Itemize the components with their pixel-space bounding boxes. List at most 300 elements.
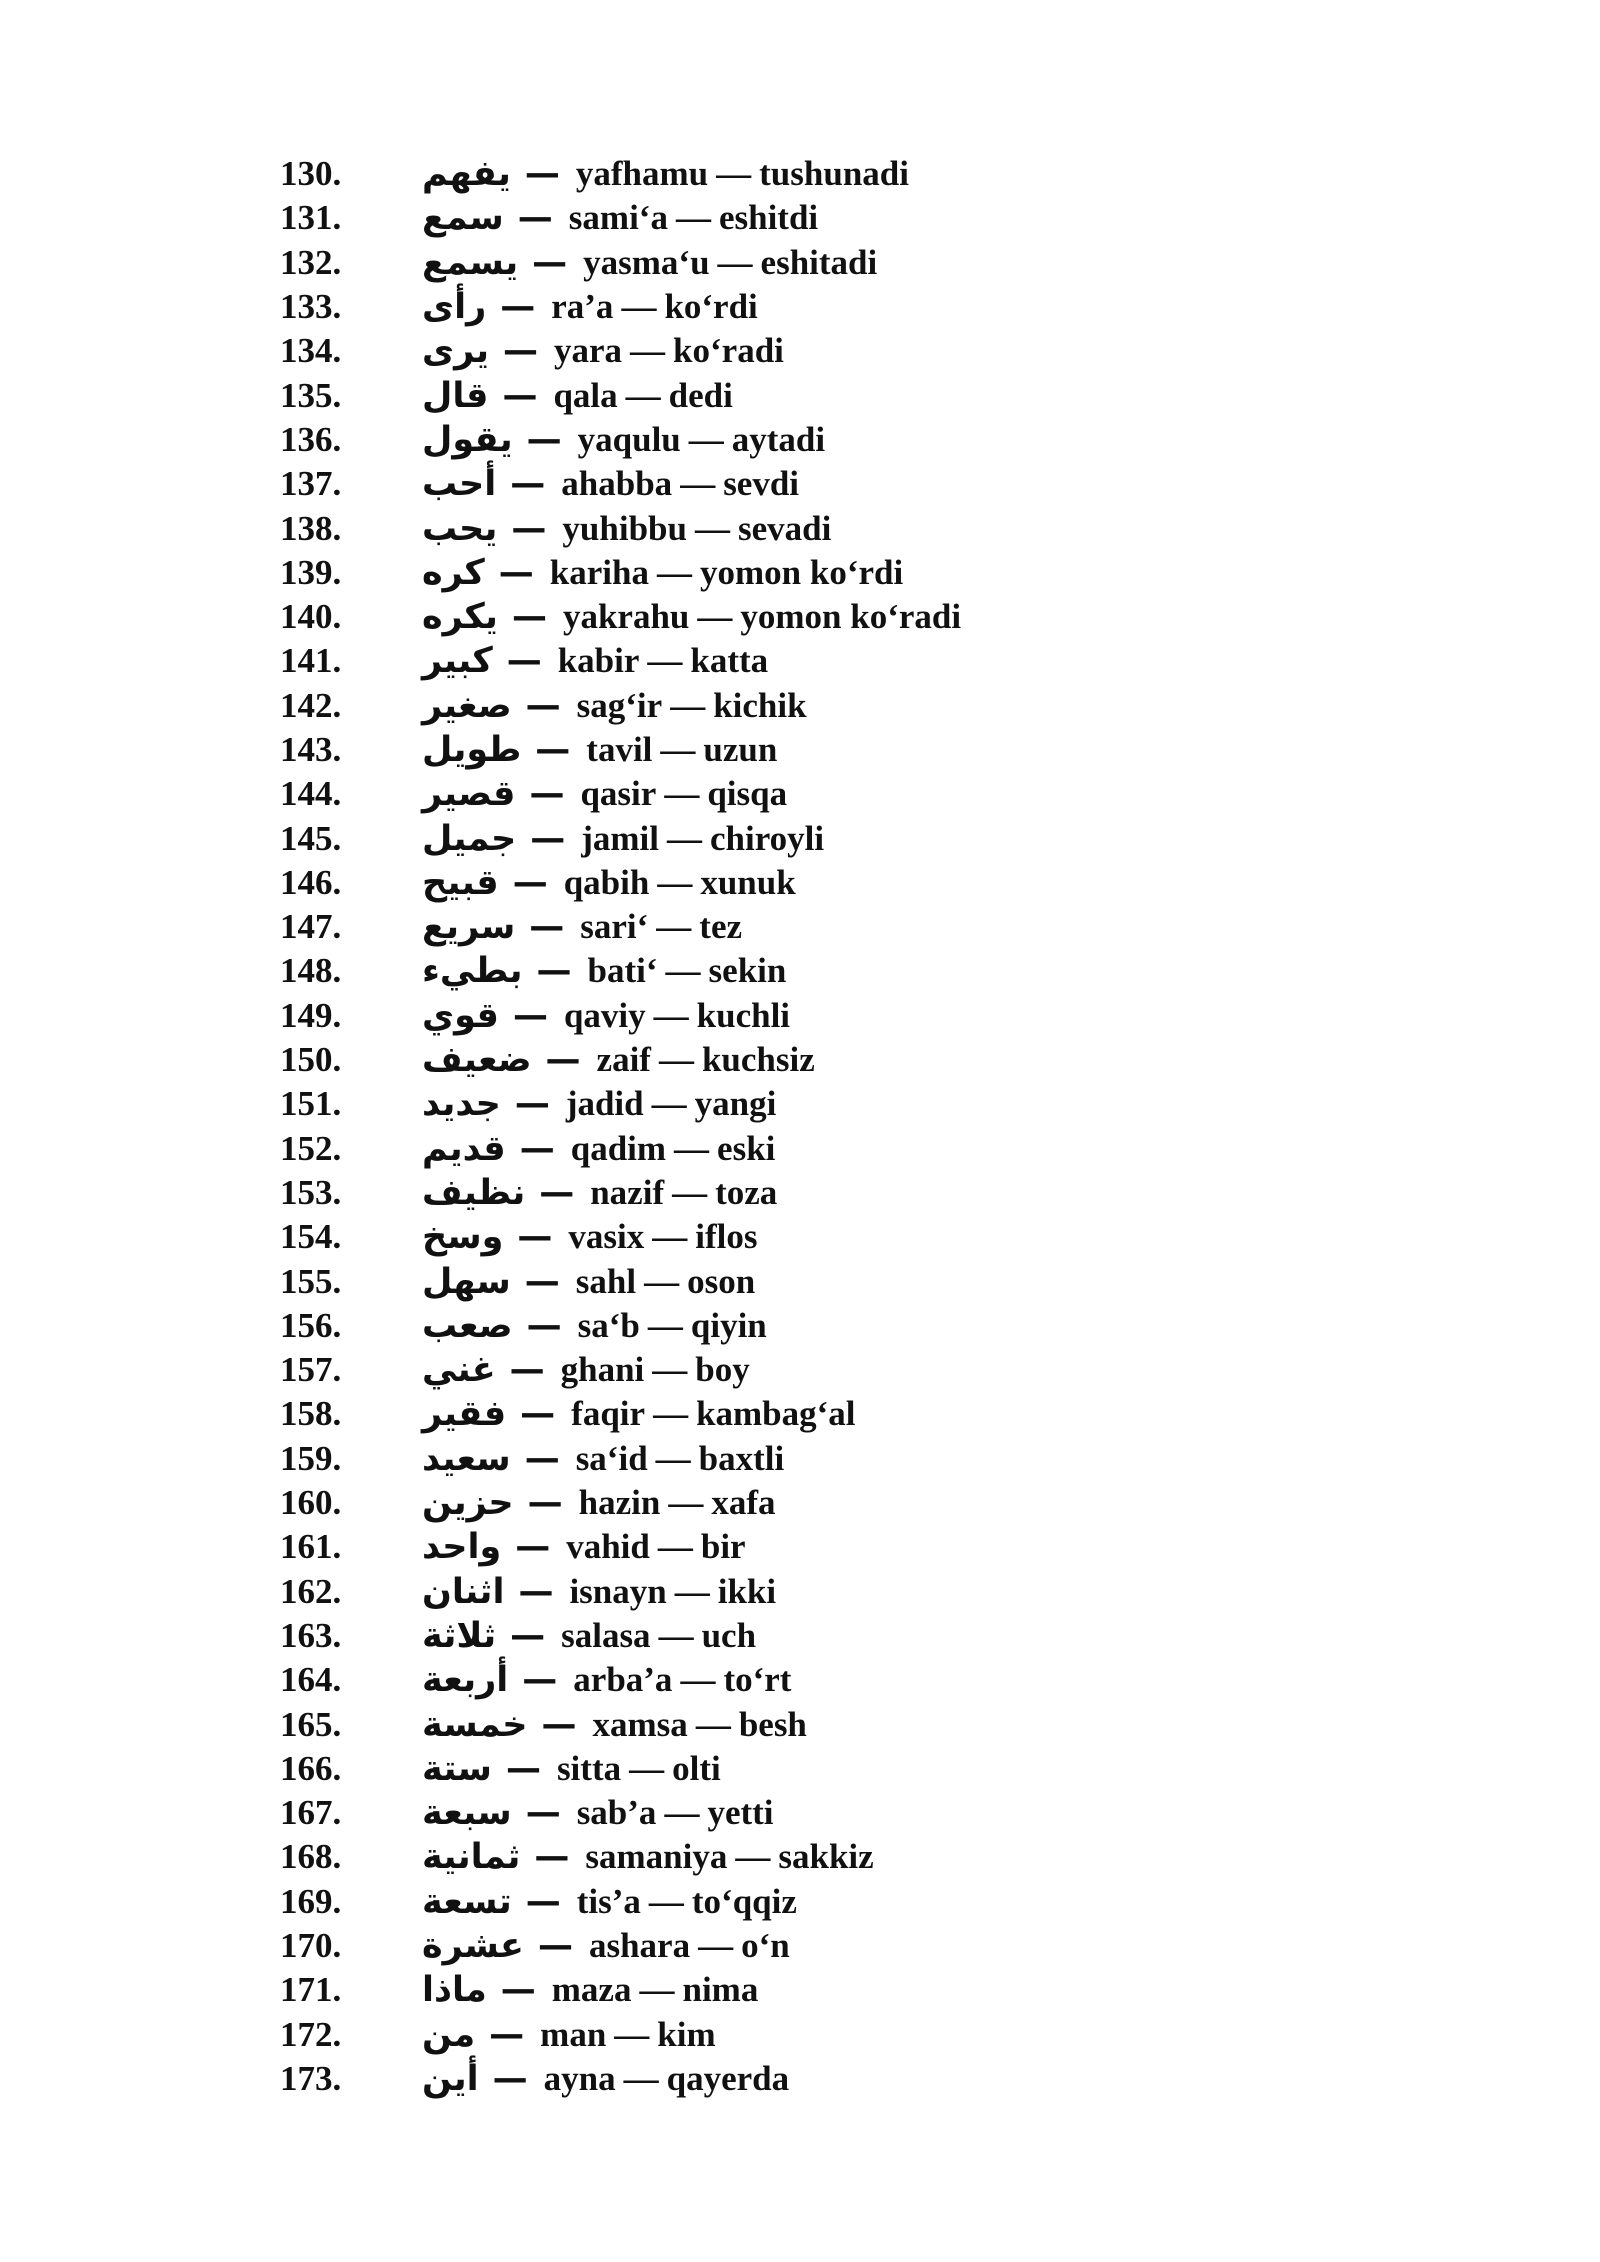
entry-number: 167. bbox=[280, 1793, 342, 1833]
entry-number: 132. bbox=[280, 242, 342, 282]
transliteration: yuhibbu bbox=[562, 508, 687, 548]
entry-number: 165. bbox=[280, 1704, 342, 1744]
vocab-entry bbox=[280, 1525, 1380, 1569]
separator-dash: — bbox=[492, 2058, 528, 2099]
uzbek-meaning: to‘qqiz bbox=[691, 1881, 797, 1921]
separator-dash: — bbox=[629, 1748, 665, 1788]
vocab-entry bbox=[280, 1747, 1380, 1791]
transliteration: xamsa bbox=[592, 1704, 688, 1744]
uzbek-meaning: toza bbox=[715, 1172, 778, 1212]
separator-dash: — bbox=[524, 1438, 560, 1479]
separator-dash: — bbox=[653, 995, 689, 1035]
separator-dash: — bbox=[506, 641, 542, 682]
transliteration: faqir bbox=[571, 1394, 646, 1434]
separator-dash: — bbox=[510, 1615, 546, 1656]
transliteration: vahid bbox=[566, 1527, 650, 1567]
transliteration: yakrahu bbox=[562, 597, 690, 637]
arabic-word: ضعيف bbox=[422, 1040, 532, 1081]
separator-dash: — bbox=[656, 907, 692, 947]
transliteration: bati‘ bbox=[587, 951, 658, 991]
separator-dash: — bbox=[735, 1837, 771, 1877]
entry-number: 136. bbox=[280, 419, 342, 459]
transliteration: ashara bbox=[588, 1926, 691, 1966]
uzbek-meaning: xunuk bbox=[700, 862, 796, 902]
separator-dash: — bbox=[525, 1793, 561, 1834]
vocab-entry bbox=[280, 816, 1380, 860]
arabic-word: طويل bbox=[422, 730, 522, 770]
separator-dash: — bbox=[539, 1172, 575, 1213]
arabic-word: وسخ bbox=[422, 1217, 504, 1258]
uzbek-meaning: qiyin bbox=[690, 1305, 767, 1345]
arabic-word: سعيد bbox=[422, 1438, 511, 1479]
separator-dash: — bbox=[668, 1483, 704, 1523]
entry-number: 149. bbox=[280, 995, 342, 1035]
separator-dash: — bbox=[680, 1660, 716, 1700]
vocab-entry bbox=[280, 1392, 1380, 1436]
separator-dash: — bbox=[525, 685, 561, 726]
separator-dash: — bbox=[536, 951, 572, 992]
arabic-word: ماذا bbox=[422, 1970, 487, 2011]
separator-dash: — bbox=[525, 1881, 561, 1922]
separator-dash: — bbox=[648, 1881, 684, 1921]
entry-number: 163. bbox=[280, 1615, 342, 1655]
transliteration: sab’a bbox=[576, 1793, 657, 1833]
uzbek-meaning: besh bbox=[738, 1704, 807, 1744]
vocab-entry bbox=[280, 684, 1380, 728]
arabic-word: يقول bbox=[422, 419, 513, 460]
uzbek-meaning: aytadi bbox=[731, 419, 826, 459]
separator-dash: — bbox=[534, 1837, 570, 1878]
separator-dash: — bbox=[717, 242, 753, 282]
separator-dash: — bbox=[529, 774, 565, 815]
uzbek-meaning: xafa bbox=[711, 1483, 776, 1523]
separator-dash: — bbox=[716, 154, 752, 194]
vocab-entry bbox=[280, 1127, 1380, 1171]
vocab-entry bbox=[280, 1614, 1380, 1658]
arabic-word: اثنان bbox=[422, 1571, 505, 1612]
arabic-word: صعب bbox=[422, 1305, 513, 1346]
vocab-entry bbox=[280, 861, 1380, 905]
vocab-entry bbox=[280, 2012, 1380, 2056]
entry-number: 172. bbox=[280, 2014, 342, 2054]
arabic-word: قوي bbox=[422, 995, 499, 1036]
separator-dash: — bbox=[518, 1571, 554, 1612]
arabic-word: سبعة bbox=[422, 1793, 512, 1834]
entry-number: 152. bbox=[280, 1128, 342, 1168]
transliteration: sa‘id bbox=[575, 1438, 648, 1478]
uzbek-meaning: iflos bbox=[695, 1217, 758, 1257]
transliteration: qala bbox=[553, 375, 618, 415]
arabic-word: يحب bbox=[422, 508, 498, 549]
transliteration: jadid bbox=[565, 1084, 644, 1124]
arabic-word: ثمانية bbox=[422, 1837, 521, 1878]
entry-number: 161. bbox=[280, 1527, 342, 1567]
separator-dash: — bbox=[630, 331, 666, 371]
arabic-word: فقير bbox=[422, 1394, 507, 1435]
separator-dash: — bbox=[657, 1527, 693, 1567]
uzbek-meaning: eski bbox=[717, 1128, 776, 1168]
vocabulary-list bbox=[280, 152, 1380, 2101]
entry-number: 157. bbox=[280, 1350, 342, 1390]
separator-dash: — bbox=[502, 375, 538, 416]
entry-number: 140. bbox=[280, 597, 342, 637]
arabic-word: خمسة bbox=[422, 1704, 528, 1745]
entry-number: 158. bbox=[280, 1394, 342, 1434]
uzbek-meaning: kuchsiz bbox=[701, 1040, 815, 1080]
separator-dash: — bbox=[698, 1926, 734, 1966]
entry-number: 143. bbox=[280, 730, 342, 769]
entry-number: 156. bbox=[280, 1305, 342, 1345]
separator-dash: — bbox=[524, 154, 560, 195]
vocab-entry bbox=[280, 639, 1380, 683]
uzbek-meaning: uzun bbox=[703, 730, 778, 769]
vocab-entry bbox=[280, 1658, 1380, 1702]
uzbek-meaning: yomon ko‘rdi bbox=[700, 552, 904, 592]
arabic-word: يرى bbox=[422, 331, 489, 372]
separator-dash: — bbox=[652, 1350, 688, 1390]
vocab-entry bbox=[280, 1570, 1380, 1614]
entry-number: 168. bbox=[280, 1837, 342, 1877]
arabic-word: تسعة bbox=[422, 1881, 512, 1922]
uzbek-meaning: katta bbox=[690, 641, 769, 681]
transliteration: sag‘ir bbox=[576, 685, 663, 725]
vocab-entry bbox=[280, 152, 1380, 196]
arabic-word: ثلاثة bbox=[422, 1615, 497, 1656]
vocab-entry bbox=[280, 1259, 1380, 1303]
arabic-word: حزين bbox=[422, 1483, 514, 1524]
arabic-word: بطيء bbox=[422, 951, 523, 992]
entry-number: 142. bbox=[280, 685, 342, 725]
uzbek-meaning: ikki bbox=[717, 1571, 777, 1611]
uzbek-meaning: kuchli bbox=[696, 995, 791, 1035]
uzbek-meaning: yangi bbox=[694, 1084, 777, 1124]
uzbek-meaning: kim bbox=[657, 2014, 716, 2054]
entry-number: 145. bbox=[280, 818, 342, 858]
separator-dash: — bbox=[658, 1040, 694, 1080]
separator-dash: — bbox=[621, 287, 657, 327]
uzbek-meaning: sekin bbox=[708, 951, 787, 991]
transliteration: sitta bbox=[556, 1748, 622, 1788]
entry-number: 138. bbox=[280, 508, 342, 548]
uzbek-meaning: qisqa bbox=[707, 774, 788, 814]
transliteration: yaqulu bbox=[577, 419, 681, 459]
uzbek-meaning: baxtli bbox=[698, 1438, 785, 1478]
arabic-word: قديم bbox=[422, 1128, 506, 1169]
entry-number: 164. bbox=[280, 1660, 342, 1700]
vocab-entry bbox=[280, 2057, 1380, 2101]
vocab-entry bbox=[280, 329, 1380, 373]
separator-dash: — bbox=[652, 1217, 688, 1257]
separator-dash: — bbox=[524, 1261, 560, 1302]
transliteration: ayna bbox=[543, 2058, 616, 2098]
separator-dash: — bbox=[651, 1084, 687, 1124]
separator-dash: — bbox=[511, 597, 547, 638]
vocab-entry bbox=[280, 1304, 1380, 1348]
vocab-entry bbox=[280, 506, 1380, 550]
vocab-entry bbox=[280, 949, 1380, 993]
separator-dash: — bbox=[672, 1172, 708, 1212]
uzbek-meaning: kambag‘al bbox=[696, 1394, 856, 1434]
uzbek-meaning: to‘rt bbox=[723, 1660, 792, 1700]
separator-dash: — bbox=[680, 464, 716, 504]
vocab-entry bbox=[280, 994, 1380, 1038]
separator-dash: — bbox=[670, 685, 706, 725]
vocab-entry bbox=[280, 1924, 1380, 1968]
uzbek-meaning: o‘n bbox=[741, 1926, 790, 1966]
transliteration: kariha bbox=[549, 552, 649, 592]
vocab-entry bbox=[280, 1215, 1380, 1259]
separator-dash: — bbox=[658, 1615, 694, 1655]
separator-dash: — bbox=[697, 597, 733, 637]
entry-number: 160. bbox=[280, 1483, 342, 1523]
separator-dash: — bbox=[517, 1217, 553, 1258]
separator-dash: — bbox=[625, 375, 661, 415]
uzbek-meaning: bir bbox=[700, 1527, 746, 1567]
separator-dash: — bbox=[545, 1040, 581, 1081]
arabic-word: صغير bbox=[422, 685, 512, 726]
transliteration: maza bbox=[551, 1970, 632, 2010]
separator-dash: — bbox=[500, 1970, 536, 2011]
separator-dash: — bbox=[695, 1704, 731, 1744]
uzbek-meaning: tez bbox=[699, 907, 743, 947]
vocab-entry bbox=[280, 595, 1380, 639]
entry-number: 150. bbox=[280, 1040, 342, 1080]
vocab-entry bbox=[280, 551, 1380, 595]
vocab-entry bbox=[280, 1038, 1380, 1082]
vocab-entry bbox=[280, 1481, 1380, 1525]
transliteration: sahl bbox=[575, 1261, 637, 1301]
arabic-word: نظيف bbox=[422, 1172, 526, 1213]
separator-dash: — bbox=[655, 1438, 691, 1478]
entry-number: 147. bbox=[280, 907, 342, 947]
separator-dash: — bbox=[664, 774, 700, 814]
entry-number: 151. bbox=[280, 1084, 342, 1124]
separator-dash: — bbox=[644, 1261, 680, 1301]
uzbek-meaning: sakkiz bbox=[778, 1837, 874, 1877]
entry-number: 133. bbox=[280, 287, 342, 327]
uzbek-meaning: boy bbox=[695, 1350, 750, 1390]
arabic-word: يكره bbox=[422, 597, 498, 638]
uzbek-meaning: yomon ko‘radi bbox=[740, 597, 962, 637]
entry-number: 144. bbox=[280, 774, 342, 814]
entry-number: 137. bbox=[280, 464, 342, 504]
uzbek-meaning: eshitadi bbox=[760, 242, 878, 282]
arabic-word: سهل bbox=[422, 1261, 511, 1302]
vocab-entry bbox=[280, 1437, 1380, 1481]
separator-dash: — bbox=[535, 730, 571, 770]
transliteration: qabih bbox=[563, 862, 650, 902]
arabic-word: من bbox=[422, 2014, 476, 2055]
separator-dash: — bbox=[512, 862, 548, 903]
transliteration: ghani bbox=[560, 1350, 645, 1390]
transliteration: salasa bbox=[561, 1615, 651, 1655]
entry-number: 153. bbox=[280, 1172, 342, 1212]
transliteration: samaniya bbox=[585, 1837, 728, 1877]
uzbek-meaning: qayerda bbox=[666, 2058, 790, 2098]
transliteration: ra’a bbox=[551, 287, 614, 327]
vocab-entry bbox=[280, 241, 1380, 285]
separator-dash: — bbox=[653, 1394, 689, 1434]
separator-dash: — bbox=[503, 331, 538, 372]
separator-dash: — bbox=[660, 730, 696, 769]
transliteration: sami‘a bbox=[568, 198, 668, 238]
separator-dash: — bbox=[522, 1660, 558, 1701]
vocab-entry bbox=[280, 1791, 1380, 1835]
separator-dash: — bbox=[657, 552, 692, 592]
separator-dash: — bbox=[532, 242, 568, 283]
entry-number: 170. bbox=[280, 1926, 342, 1966]
entry-number: 135. bbox=[280, 375, 342, 415]
separator-dash: — bbox=[527, 1483, 563, 1524]
separator-dash: — bbox=[665, 951, 701, 991]
separator-dash: — bbox=[530, 818, 566, 859]
arabic-word: يسمع bbox=[422, 242, 519, 283]
separator-dash: — bbox=[526, 419, 562, 460]
transliteration: man bbox=[540, 2014, 607, 2054]
uzbek-meaning: chiroyli bbox=[709, 818, 825, 858]
separator-dash: — bbox=[510, 464, 546, 505]
arabic-word: رأى bbox=[422, 287, 487, 328]
entry-number: 139. bbox=[280, 552, 342, 592]
entry-number: 171. bbox=[280, 1970, 342, 2010]
arabic-word: غني bbox=[422, 1350, 496, 1391]
separator-dash: — bbox=[666, 818, 702, 858]
separator-dash: — bbox=[647, 1305, 683, 1345]
arabic-word: كبير bbox=[422, 641, 493, 682]
vocab-entry bbox=[280, 285, 1380, 329]
vocab-entry bbox=[280, 196, 1380, 240]
entry-number: 134. bbox=[280, 331, 342, 371]
entry-number: 141. bbox=[280, 641, 342, 681]
transliteration: nazif bbox=[590, 1172, 665, 1212]
transliteration: tavil bbox=[586, 730, 653, 769]
transliteration: yara bbox=[554, 331, 623, 371]
uzbek-meaning: nima bbox=[682, 1970, 759, 2010]
arabic-word: كره bbox=[422, 552, 485, 593]
transliteration: vasix bbox=[568, 1217, 645, 1257]
separator-dash: — bbox=[505, 1748, 541, 1789]
vocab-entry bbox=[280, 1968, 1380, 2012]
uzbek-meaning: oson bbox=[687, 1261, 756, 1301]
arabic-word: ستة bbox=[422, 1748, 492, 1789]
separator-dash: — bbox=[664, 1793, 700, 1833]
vocab-entry bbox=[280, 905, 1380, 949]
transliteration: sari‘ bbox=[580, 907, 649, 947]
separator-dash: — bbox=[500, 287, 536, 328]
separator-dash: — bbox=[541, 1704, 577, 1745]
arabic-word: واحد bbox=[422, 1527, 502, 1568]
separator-dash: — bbox=[688, 419, 724, 459]
uzbek-meaning: eshitdi bbox=[718, 198, 819, 238]
separator-dash: — bbox=[511, 508, 547, 549]
transliteration: tis’a bbox=[576, 1881, 641, 1921]
separator-dash: — bbox=[674, 1128, 710, 1168]
vocab-entry bbox=[280, 462, 1380, 506]
entry-number: 162. bbox=[280, 1571, 342, 1611]
arabic-word: قال bbox=[422, 375, 489, 416]
entry-number: 173. bbox=[280, 2058, 342, 2098]
arabic-word: أربعة bbox=[422, 1660, 509, 1701]
separator-dash: — bbox=[514, 1084, 550, 1125]
transliteration: qaviy bbox=[563, 995, 646, 1035]
separator-dash: — bbox=[526, 1305, 562, 1346]
arabic-word: قبيح bbox=[422, 862, 499, 903]
transliteration: arba’a bbox=[573, 1660, 673, 1700]
separator-dash: — bbox=[515, 1527, 551, 1568]
separator-dash: — bbox=[520, 1394, 556, 1435]
separator-dash: — bbox=[509, 1350, 545, 1391]
vocab-entry bbox=[280, 772, 1380, 816]
uzbek-meaning: sevadi bbox=[737, 508, 832, 548]
separator-dash: — bbox=[694, 508, 730, 548]
separator-dash: — bbox=[512, 995, 548, 1036]
separator-dash: — bbox=[498, 552, 534, 593]
entry-number: 131. bbox=[280, 198, 342, 238]
vocab-entry bbox=[280, 1702, 1380, 1746]
arabic-word: جديد bbox=[422, 1084, 501, 1125]
separator-dash: — bbox=[639, 1970, 675, 2010]
transliteration: kabir bbox=[557, 641, 640, 681]
vocab-entry bbox=[280, 418, 1380, 462]
separator-dash: — bbox=[537, 1926, 573, 1967]
separator-dash: — bbox=[657, 862, 693, 902]
separator-dash: — bbox=[674, 1571, 710, 1611]
transliteration: yasma‘u bbox=[583, 242, 710, 282]
entry-number: 169. bbox=[280, 1881, 342, 1921]
entry-number: 155. bbox=[280, 1261, 342, 1301]
entry-number: 166. bbox=[280, 1748, 342, 1788]
separator-dash: — bbox=[647, 641, 683, 681]
entry-number: 148. bbox=[280, 951, 342, 991]
arabic-word: سمع bbox=[422, 198, 504, 239]
arabic-word: يفهم bbox=[422, 154, 511, 195]
entry-number: 154. bbox=[280, 1217, 342, 1257]
arabic-word: أحب bbox=[422, 464, 497, 505]
transliteration: hazin bbox=[578, 1483, 661, 1523]
vocab-entry bbox=[280, 1880, 1380, 1924]
separator-dash: — bbox=[519, 1128, 555, 1169]
vocab-entry bbox=[280, 728, 1380, 772]
separator-dash: — bbox=[517, 198, 553, 239]
transliteration: jamil bbox=[581, 818, 659, 858]
vocab-entry bbox=[280, 1835, 1380, 1879]
uzbek-meaning: tushunadi bbox=[759, 154, 909, 194]
arabic-word: جميل bbox=[422, 818, 517, 859]
separator-dash: — bbox=[623, 2058, 659, 2098]
uzbek-meaning: yetti bbox=[707, 1793, 774, 1833]
entry-number: 130. bbox=[280, 154, 342, 194]
transliteration: isnayn bbox=[569, 1571, 667, 1611]
uzbek-meaning: ko‘radi bbox=[673, 331, 784, 371]
transliteration: yafhamu bbox=[575, 154, 709, 194]
vocab-entry bbox=[280, 1082, 1380, 1126]
arabic-word: أين bbox=[422, 2058, 479, 2099]
transliteration: ahabba bbox=[561, 464, 673, 504]
separator-dash: — bbox=[489, 2014, 525, 2055]
uzbek-meaning: kichik bbox=[713, 685, 807, 725]
transliteration: qadim bbox=[570, 1128, 667, 1168]
uzbek-meaning: olti bbox=[672, 1748, 721, 1788]
transliteration: qasir bbox=[580, 774, 657, 814]
arabic-word: عشرة bbox=[422, 1926, 524, 1967]
arabic-word: قصير bbox=[422, 774, 516, 815]
uzbek-meaning: dedi bbox=[668, 375, 733, 415]
vocab-entry bbox=[280, 373, 1380, 417]
uzbek-meaning: ko‘rdi bbox=[664, 287, 758, 327]
uzbek-meaning: uch bbox=[701, 1615, 757, 1655]
vocab-entry bbox=[280, 1171, 1380, 1215]
entry-number: 146. bbox=[280, 862, 342, 902]
